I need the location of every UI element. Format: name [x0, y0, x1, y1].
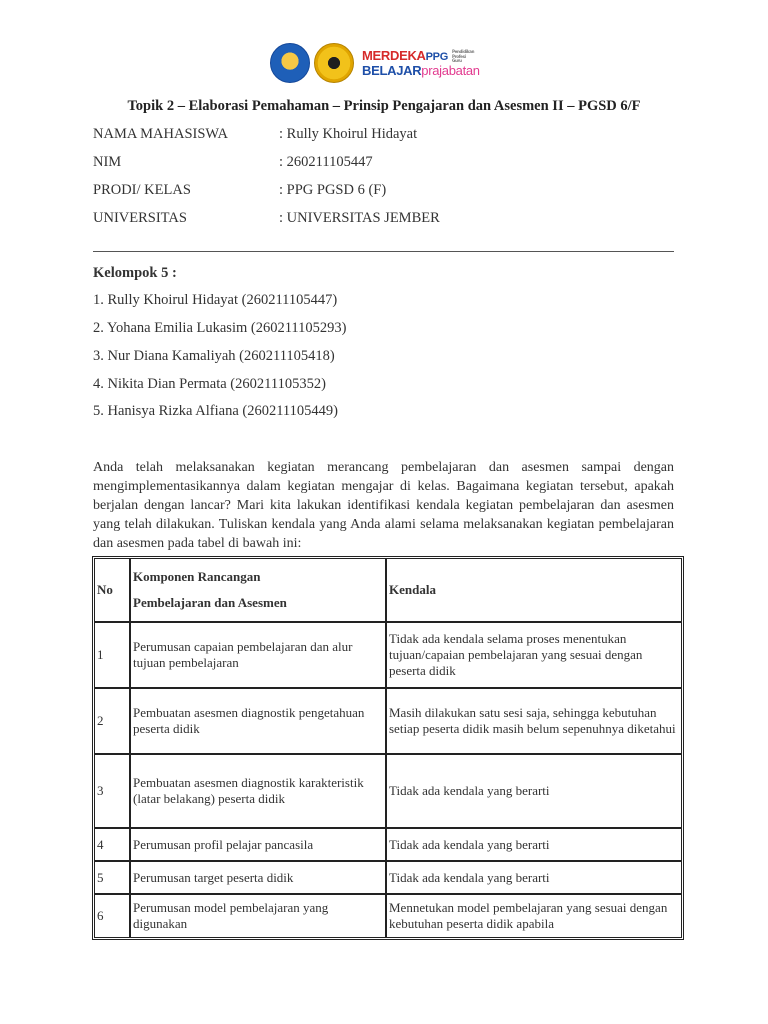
kemdikbud-logo-icon — [270, 43, 310, 83]
group-member: 1. Rully Khoirul Hidayat (260211105447) — [93, 292, 338, 308]
identity-label: UNIVERSITAS — [93, 210, 187, 226]
cell-no: 3 — [94, 754, 130, 828]
logo-ppg-text: PPG — [425, 51, 448, 64]
identity-row-prodi — [93, 182, 387, 199]
cell-kendala: Masih dilakukan satu sesi saja, sehingga kebutuhan setiap peserta didik masih belum sepenuhnya diketahui — [386, 688, 682, 754]
cell-no: 1 — [94, 622, 130, 688]
table-row — [94, 622, 682, 688]
identity-row-nim — [93, 154, 373, 171]
group-member: 5. Hanisya Rizka Alfiana (260211105449) — [93, 403, 338, 419]
identity-value: : 260211105447 — [279, 154, 373, 170]
merdeka-belajar-logo — [362, 49, 480, 76]
identity-row-name — [93, 126, 418, 143]
cell-no: 6 — [94, 894, 130, 938]
header-logos — [270, 42, 480, 84]
cell-kendala: Mennetukan model pembelajaran yang sesuai dengan kebutuhan peserta didik apabila — [386, 894, 682, 938]
group-heading: Kelompok 5 : — [93, 265, 177, 281]
identity-value: : UNIVERSITAS JEMBER — [279, 210, 440, 226]
header-no: No — [94, 558, 130, 622]
table-row — [94, 894, 682, 938]
header-komponen-line2: Pembelajaran dan Asesmen — [133, 595, 287, 610]
cell-komponen: Pembuatan asesmen diagnostik pengetahuan peserta didik — [130, 688, 386, 754]
identity-value: : PPG PGSD 6 (F) — [279, 182, 387, 198]
cell-no: 2 — [94, 688, 130, 754]
cell-kendala: Tidak ada kendala yang berarti — [386, 828, 682, 861]
table-row — [94, 861, 682, 894]
divider-line — [93, 251, 674, 252]
cell-komponen: Perumusan capaian pembelajaran dan alur tujuan pembelajaran — [130, 622, 386, 688]
document-title: Topik 2 – Elaborasi Pemahaman – Prinsip Pengajaran dan Asesmen II – PGSD 6/F — [127, 98, 641, 114]
header-kendala: Kendala — [386, 558, 682, 622]
cell-kendala: Tidak ada kendala selama proses menentukan tujuan/capaian pembelajaran yang sesuai dengan peserta didik — [386, 622, 682, 688]
group-member: 3. Nur Diana Kamaliyah (260211105418) — [93, 348, 335, 364]
identity-row-university — [93, 210, 440, 227]
identity-label: NAMA MAHASISWA — [93, 126, 228, 142]
cell-no: 5 — [94, 861, 130, 894]
header-komponen-line1: Komponen Rancangan — [133, 569, 261, 584]
group-member: 4. Nikita Dian Permata (260211105352) — [93, 376, 326, 392]
table-row — [94, 754, 682, 828]
logo-merdeka-text: MERDEKA — [362, 48, 426, 64]
logo-prajabatan-text: prajabatan — [421, 62, 480, 78]
cell-kendala: Tidak ada kendala yang berarti — [386, 754, 682, 828]
cell-komponen: Perumusan target peserta didik — [130, 861, 386, 894]
group-member: 2. Yohana Emilia Lukasim (260211105293) — [93, 320, 347, 336]
identity-label: NIM — [93, 154, 122, 170]
table-header-row — [94, 558, 682, 622]
identity-label: PRODI/ KELAS — [93, 182, 191, 198]
cell-komponen: Perumusan profil pelajar pancasila — [130, 828, 386, 861]
table-row — [94, 828, 682, 861]
table-row — [94, 688, 682, 754]
instruction-paragraph: Anda telah melaksanakan kegiatan merancang pembelajaran dan asesmen sampai dengan mengimplementasikannya dalam kegiatan mengajar di kelas. Bagaimana kegiatan tersebut, apakah berjalan dengan lancar? Mari kita lakukan identifikasi kendala kegiatan pembelajaran dan asesmen yang telah dilakukan. Tuliskan kendala yang Anda alami selama melaksanakan kegiatan pembelajaran dan asesmen pada tabel di bawah ini: — [93, 460, 674, 551]
cell-komponen: Perumusan model pembelajaran yang digunakan — [130, 894, 386, 938]
identity-value: : Rully Khoirul Hidayat — [279, 126, 418, 142]
cell-no: 4 — [94, 828, 130, 861]
university-logo-icon — [314, 43, 354, 83]
cell-kendala: Tidak ada kendala yang berarti — [386, 861, 682, 894]
kendala-table — [92, 556, 684, 940]
logo-tagline: Pendidikan Profesi Guru — [451, 49, 475, 64]
cell-komponen: Pembuatan asesmen diagnostik karakteristik (latar belakang) peserta didik — [130, 754, 386, 828]
logo-belajar-text: BELAJAR — [362, 62, 422, 78]
header-komponen — [130, 558, 386, 622]
